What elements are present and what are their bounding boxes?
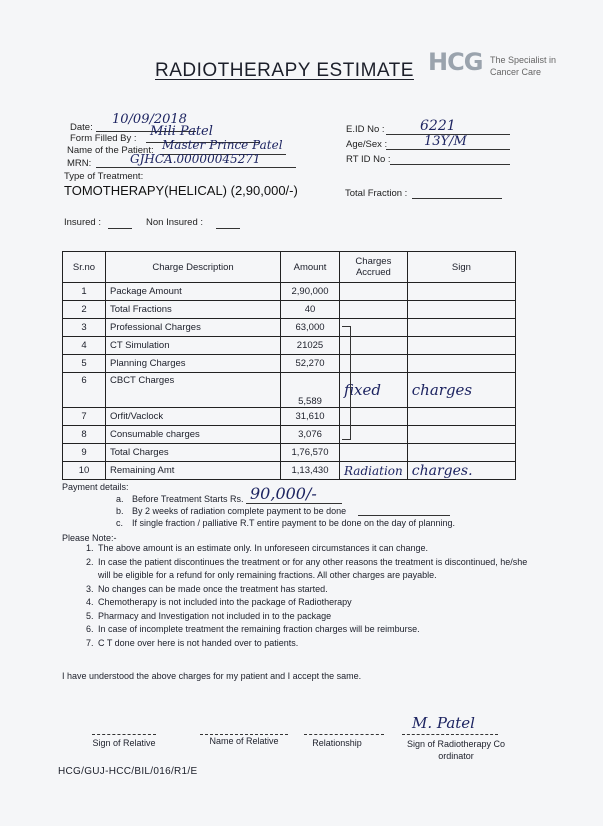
relationship-line xyxy=(304,734,384,735)
note-item: 6. In case of incomplete treatment the remaining fraction charges will be reimburse. xyxy=(96,623,536,637)
note-item: 3. No changes can be made once the treatment has started. xyxy=(96,583,536,597)
age-sex-line xyxy=(386,149,510,150)
row-amount: 52,270 xyxy=(281,355,340,373)
relative-sign-label: Sign of Relative xyxy=(92,738,156,748)
header-sign: Sign xyxy=(407,252,515,283)
row-sr: 1 xyxy=(63,283,106,301)
note-item: 5. Pharmacy and Investigation not included in to the package xyxy=(96,610,536,624)
row-amount: 3,076 xyxy=(281,426,340,444)
table-row xyxy=(63,337,516,355)
mrn-line xyxy=(96,167,296,168)
form-code: HCG/GUJ-HCC/BIL/016/R1/E xyxy=(58,766,198,777)
coordinator-label: Sign of Radiotherapy Co ordinator xyxy=(406,739,506,761)
eid-value: 6221 xyxy=(420,118,456,134)
row-desc: Package Amount xyxy=(106,283,281,301)
row-desc: Consumable charges xyxy=(106,426,281,444)
date-value: 10/09/2018 xyxy=(112,112,187,127)
acknowledgement: I have understood the above charges for my patient and I accept the same. xyxy=(62,671,362,681)
row-sr: 9 xyxy=(63,444,106,462)
row-accrued xyxy=(340,444,408,462)
total-fraction-line xyxy=(412,198,502,199)
non-insured-label: Non Insured : xyxy=(146,217,204,228)
row-desc: CBCT Charges xyxy=(106,373,281,408)
header-amount: Amount xyxy=(281,252,340,283)
header-description: Charge Description xyxy=(106,252,281,283)
row-sr: 6 xyxy=(63,373,106,408)
mrn-label: MRN: xyxy=(67,158,92,169)
row-amount: 1,13,430 xyxy=(281,462,340,480)
relationship-label: Relationship xyxy=(312,738,362,748)
row-sr: 7 xyxy=(63,408,106,426)
row-desc: Orfit/Vaclock xyxy=(106,408,281,426)
row-amount: 63,000 xyxy=(281,319,340,337)
table-row xyxy=(63,462,516,480)
table-row xyxy=(63,373,516,408)
rtid-label: RT ID No : xyxy=(346,154,391,165)
table-row xyxy=(63,301,516,319)
row-desc: Remaining Amt xyxy=(106,462,281,480)
row-sr: 10 xyxy=(63,462,106,480)
fixed-note-sign: charges xyxy=(407,373,515,408)
payment-b-prefix: b. xyxy=(116,506,124,516)
patient-name-value: Master Prince Patel xyxy=(162,138,283,152)
row-amount: 21025 xyxy=(281,337,340,355)
non-insured-line xyxy=(216,228,240,229)
row-accrued xyxy=(340,283,408,301)
radiation-note-sign: charges. xyxy=(407,462,515,480)
table-row xyxy=(63,355,516,373)
row-sr: 3 xyxy=(63,319,106,337)
table-row xyxy=(63,283,516,301)
payment-b-text: By 2 weeks of radiation complete payment to be done xyxy=(132,506,347,516)
row-sign xyxy=(407,301,515,319)
payment-label: Payment details: xyxy=(62,482,129,492)
page-title: RADIOTHERAPY ESTIMATE xyxy=(155,60,414,81)
note-item: 1. The above amount is an estimate only. In unforeseen circumstances it can change. xyxy=(96,542,536,556)
payment-c-prefix: c. xyxy=(116,518,124,528)
row-desc: Professional Charges xyxy=(106,319,281,337)
notes-list xyxy=(78,542,536,650)
note-item: 4. Chemotherapy is not included into the package of Radiotherapy xyxy=(96,596,536,610)
row-accrued xyxy=(340,301,408,319)
row-amount: 31,610 xyxy=(281,408,340,426)
hcg-logo xyxy=(428,48,482,76)
eid-label: E.ID No : xyxy=(346,124,385,135)
header-sr: Sr.no xyxy=(63,252,106,283)
filled-by-label: Form Filled By : xyxy=(70,133,137,144)
date-label: Date: xyxy=(70,122,93,133)
total-fraction-label: Total Fraction : xyxy=(345,188,408,199)
fixed-note: fixed xyxy=(340,373,408,408)
insured-line xyxy=(108,228,132,229)
patient-name-label: Name of the Patient: xyxy=(67,145,154,156)
treatment-type-label: Type of Treatment: xyxy=(64,171,144,182)
row-sign xyxy=(407,337,515,355)
mrn-value: GJHCA.00000045271 xyxy=(130,152,261,166)
row-desc: CT Simulation xyxy=(106,337,281,355)
payment-b-line xyxy=(358,515,450,516)
row-sign xyxy=(407,408,515,426)
row-desc: Total Charges xyxy=(106,444,281,462)
header-accrued: Charges Accrued xyxy=(340,252,408,283)
row-desc: Total Fractions xyxy=(106,301,281,319)
row-amount: 2,90,000 xyxy=(281,283,340,301)
filled-by-value: Mili Patel xyxy=(150,124,213,139)
table-row xyxy=(63,319,516,337)
table-row xyxy=(63,426,516,444)
row-sign xyxy=(407,426,515,444)
fixed-charges-bracket xyxy=(342,326,351,440)
row-amount: 40 xyxy=(281,301,340,319)
row-amount: 5,589 xyxy=(281,373,340,408)
relative-name-line xyxy=(200,734,288,735)
charges-table xyxy=(62,251,516,480)
coordinator-signature: M. Patel xyxy=(412,714,475,732)
insured-label: Insured : xyxy=(64,217,101,228)
row-sr: 5 xyxy=(63,355,106,373)
treatment-value: TOMOTHERAPY(HELICAL) (2,90,000/-) xyxy=(64,183,298,198)
relative-sign-line xyxy=(92,734,156,735)
table-row xyxy=(63,444,516,462)
logo-text: HCG xyxy=(428,48,483,76)
radiation-note: Radiation xyxy=(340,462,408,480)
relative-name-label: Name of Relative xyxy=(209,736,279,746)
table-row xyxy=(63,408,516,426)
notes-heading: Please Note:- xyxy=(62,533,117,543)
rtid-line xyxy=(390,164,510,165)
tagline: The Specialist in Cancer Care xyxy=(490,55,557,77)
table-header-row xyxy=(63,252,516,283)
row-amount: 1,76,570 xyxy=(281,444,340,462)
row-sign xyxy=(407,319,515,337)
row-sign xyxy=(407,444,515,462)
row-sign xyxy=(407,283,515,301)
age-sex-value: 13Y/M xyxy=(424,134,467,149)
payment-c-text: If single fraction / palliative R.T entire payment to be done on the day of planning. xyxy=(132,518,456,528)
note-item: 7. C T done over here is not handed over to patients. xyxy=(96,637,536,651)
note-item: 2. In case the patient discontinues the treatment or for any other reasons the treatment is discontinued, he/she will be eligible for a refund for only remaining fractions. All other charges are payable. xyxy=(96,556,536,583)
row-sr: 8 xyxy=(63,426,106,444)
row-desc: Planning Charges xyxy=(106,355,281,373)
age-sex-label: Age/Sex : xyxy=(346,139,388,150)
coordinator-line xyxy=(402,734,498,735)
row-sr: 2 xyxy=(63,301,106,319)
payment-a-value: 90,000/- xyxy=(250,484,317,503)
payment-a-text: Before Treatment Starts Rs. xyxy=(132,494,244,504)
row-sign xyxy=(407,355,515,373)
payment-a-line xyxy=(246,503,342,504)
payment-a-prefix: a. xyxy=(116,494,124,504)
row-sr: 4 xyxy=(63,337,106,355)
